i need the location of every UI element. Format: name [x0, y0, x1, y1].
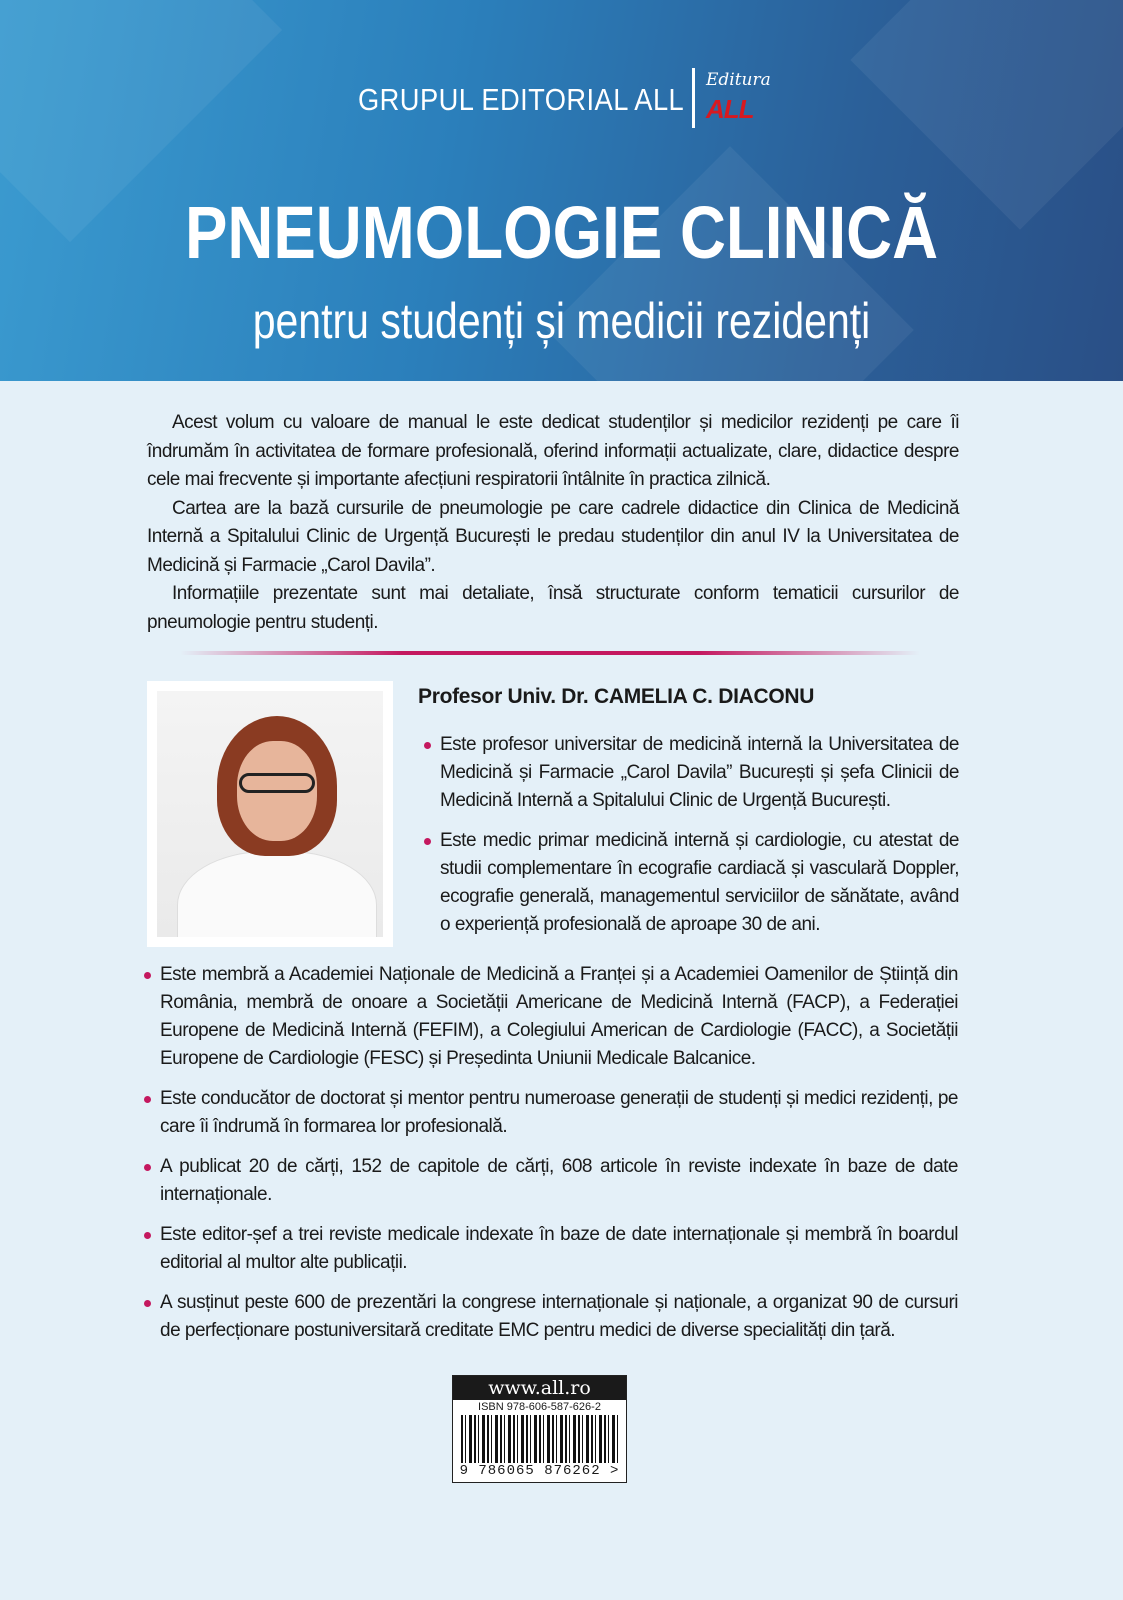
publisher-logo: Editura ALL — [692, 68, 762, 128]
bullet-icon — [144, 1164, 151, 1171]
bullet-icon — [144, 1096, 151, 1103]
list-item: Este conducător de doctorat și mentor pentru numeroase generații de studenți și medici rezidenți, pe care îi îndrumă în formarea lor profesională. — [160, 1085, 958, 1141]
intro-paragraph: Cartea are la bază cursurile de pneumologie pe care cadrele didactice din Clinica de Medicină Internă a Spitalului Clinic de Urgență București le predau studenților din anul IV la Universitatea de Medicină și Farmacie „Carol Davila”. — [147, 497, 959, 576]
intro-paragraph: Informațiile prezentate sunt mai detaliate, însă structurate conform tematicii cursurilor de pneumologie pentru studenți. — [147, 583, 959, 633]
list-item: Este profesor universitar de medicină internă la Universitatea de Medicină și Farmacie „Carol Davila” București și șefa Clinicii de Medicină Internă a Spitalului Clinic de Urgență București. — [440, 731, 959, 815]
list-item: Este membră a Academiei Naționale de Medicină a Franței și a Academiei Oamenilor de Știință din România, membră de onoare a Societății Americane de Medicină Internă (FACP), a Federației Europene de Medicină Internă (FEFIM), a Colegiului American de Cardiologie (FACC), a Societății Europene de Cardiologie (FESC) și Președinta Uniunii Medicale Balcanice. — [160, 961, 958, 1073]
author-name: Profesor Univ. Dr. CAMELIA C. DIACONU — [418, 685, 815, 708]
intro-paragraph: Acest volum cu valoare de manual le este dedicat studenților și medicilor rezidenți pe care îi îndrumăm în activitatea de formare profesională, oferind informații actualizate, clare, didactice despre cele mai frecvente și importante afecțiuni respiratorii întâlnite în practica zilnică. — [147, 412, 959, 490]
list-item: A susținut peste 600 de prezentări la congrese internaționale și naționale, a organizat 90 de cursuri de perfecționare postuniversitară creditate EMC pentru medici de diverse specialități din țară. — [160, 1289, 958, 1345]
barcode-bars — [461, 1415, 618, 1463]
book-title: PNEUMOLOGIE CLINICĂ — [184, 191, 939, 274]
barcode-number: 9 786065 876262 > — [459, 1463, 620, 1479]
list-item: Este editor-șef a trei reviste medicale indexate în baze de date internaționale și membră în boardul editorial al multor alte publicații. — [160, 1221, 958, 1277]
bullet-icon — [144, 1300, 151, 1307]
bullet-icon — [424, 838, 431, 845]
author-photo — [147, 681, 393, 947]
bullet-icon — [144, 972, 151, 979]
cover-header — [0, 0, 1123, 381]
website-url: www.all.ro — [453, 1376, 626, 1400]
intro-text — [147, 409, 959, 637]
list-item: Este medic primar medicină internă și cardiologie, cu atestat de studii complementare în ecografie cardiacă și vasculară Doppler, ecografie generală, managementul serviciilor de sănătate, având o experiență profesională de aproape 30 de ani. — [440, 827, 959, 939]
list-item: A publicat 20 de cărți, 152 de capitole de cărți, 608 articole în reviste indexate în baze de date internaționale. — [160, 1153, 958, 1209]
author-bio-list — [147, 961, 958, 1345]
book-subtitle: pentru studenți și medicii rezidenți — [252, 293, 871, 349]
author-bio-list — [418, 731, 959, 939]
isbn-text: ISBN 978-606-587-626-2 — [478, 1401, 601, 1413]
bullet-icon — [144, 1232, 151, 1239]
publisher-name: GRUPUL EDITORIAL ALL — [358, 82, 685, 117]
divider — [180, 651, 920, 655]
cover-content — [0, 381, 1123, 1523]
bullet-icon — [424, 742, 431, 749]
isbn-barcode — [452, 1375, 627, 1483]
author-section — [147, 681, 959, 951]
